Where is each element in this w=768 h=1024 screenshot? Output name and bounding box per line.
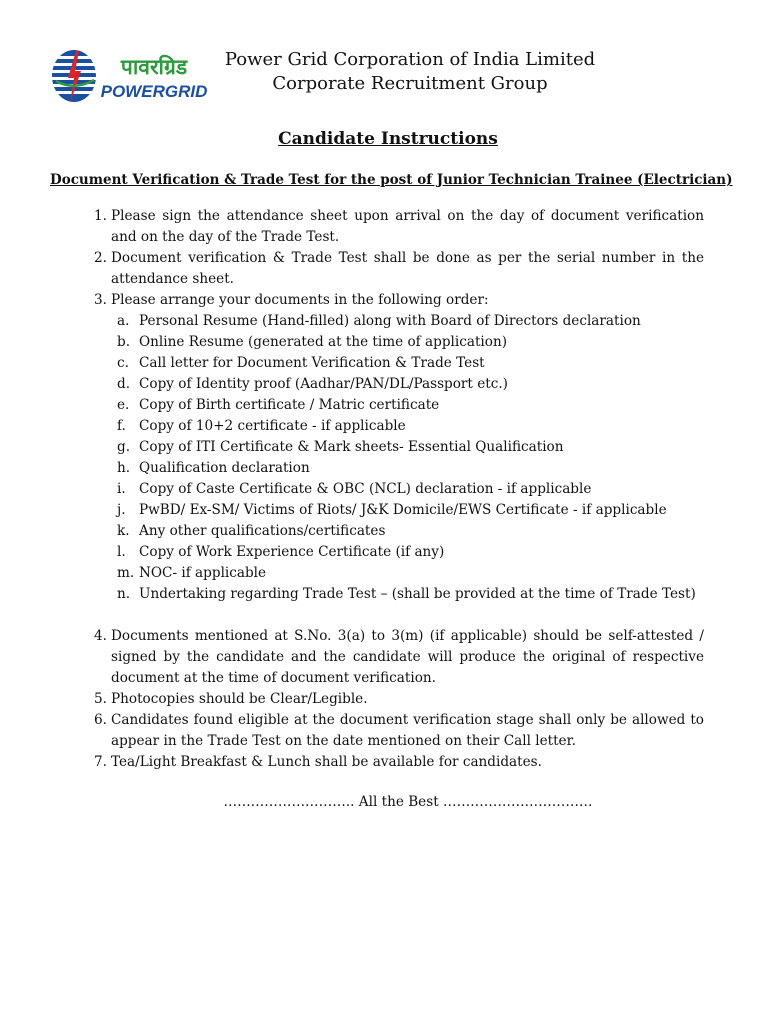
- department-name: Corporate Recruitment Group: [272, 73, 548, 94]
- item-letter: d.: [117, 376, 131, 392]
- organization-name: Power Grid Corporation of India Limited: [224, 49, 596, 70]
- item-letter: l.: [117, 544, 126, 560]
- document-order-item: [117, 584, 704, 605]
- document-order-item: [117, 374, 704, 395]
- instruction-number: 3.: [94, 292, 107, 308]
- instruction-text: Please sign the attendance sheet upon arrival on the day of document verification and on the day of the Trade Test.: [111, 208, 704, 245]
- instruction-number: 5.: [94, 691, 107, 707]
- document-order-item: [117, 500, 704, 521]
- document-title: Candidate Instructions: [278, 129, 498, 149]
- instruction-text: Photocopies should be Clear/Legible.: [111, 691, 368, 707]
- item-text: Online Resume (generated at the time of application): [139, 334, 508, 350]
- document-order-item: [117, 416, 704, 437]
- document-order-item: [117, 458, 704, 479]
- document-order-item: [117, 542, 704, 563]
- instruction-number: 6.: [94, 712, 107, 728]
- item-letter: e.: [117, 397, 130, 413]
- document-order-item: [117, 521, 704, 542]
- instruction-list: [94, 206, 704, 773]
- document-order-item: [117, 563, 704, 584]
- document-order-item: [117, 395, 704, 416]
- item-text: Copy of ITI Certificate & Mark sheets- Essential Qualification: [139, 439, 564, 455]
- document-order-item: [117, 311, 704, 332]
- instruction-number: 7.: [94, 754, 107, 770]
- item-text: NOC- if applicable: [139, 565, 267, 581]
- item-text: Copy of Identity proof (Aadhar/PAN/DL/Passport etc.): [139, 376, 508, 392]
- item-letter: h.: [117, 460, 131, 476]
- item-letter: m.: [117, 565, 135, 581]
- item-text: Qualification declaration: [139, 460, 310, 476]
- item-text: Copy of 10+2 certificate - if applicable: [139, 418, 406, 434]
- item-text: Personal Resume (Hand-filled) along with Board of Directors declaration: [139, 313, 641, 329]
- item-letter: f.: [117, 418, 126, 434]
- item-text: Copy of Birth certificate / Matric certificate: [139, 397, 440, 413]
- instruction-item: [94, 752, 704, 773]
- instruction-item: [94, 689, 704, 710]
- instruction-number: 1.: [94, 208, 107, 224]
- instruction-item: [94, 290, 704, 626]
- item-text: Undertaking regarding Trade Test – (shall be provided at the time of Trade Test): [139, 586, 696, 602]
- item-letter: n.: [117, 586, 131, 602]
- item-letter: j.: [117, 502, 126, 518]
- organization-header: [200, 48, 620, 96]
- document-order-item: [117, 479, 704, 500]
- instruction-text: Candidates found eligible at the document verification stage shall only be allowed to appear in the Trade Test on the date mentioned on their Call letter.: [111, 712, 704, 749]
- powergrid-logo: [50, 47, 214, 105]
- item-text: Copy of Caste Certificate & OBC (NCL) declaration - if applicable: [139, 481, 592, 497]
- item-letter: b.: [117, 334, 131, 350]
- logo-hindi-text: पावरग्रिड: [120, 55, 188, 79]
- logo-english-text: POWERGRID: [100, 82, 208, 101]
- document-order-list: [111, 311, 704, 605]
- document-order-item: [117, 353, 704, 374]
- instruction-number: 2.: [94, 250, 107, 266]
- item-text: Any other qualifications/certificates: [139, 523, 386, 539]
- item-letter: i.: [117, 481, 126, 497]
- item-text: PwBD/ Ex-SM/ Victims of Riots/ J&K Domicile/EWS Certificate - if applicable: [139, 502, 667, 518]
- document-order-item: [117, 332, 704, 353]
- item-letter: g.: [117, 439, 131, 455]
- document-order-item: [117, 437, 704, 458]
- instruction-text: Please arrange your documents in the following order:: [111, 292, 489, 308]
- instruction-text: Document verification & Trade Test shall be done as per the serial number in the attendance sheet.: [111, 250, 704, 287]
- spacer: [111, 605, 704, 626]
- instruction-number: 4.: [94, 628, 107, 644]
- closing-line: ……………………….. All the Best ……………………………: [223, 794, 593, 810]
- item-text: Copy of Work Experience Certificate (if any): [139, 544, 445, 560]
- item-letter: c.: [117, 355, 129, 371]
- item-text: Call letter for Document Verification & Trade Test: [139, 355, 485, 371]
- item-letter: a.: [117, 313, 130, 329]
- instruction-text: Documents mentioned at S.No. 3(a) to 3(m) (if applicable) should be self-attested / signed by the candidate and the candidate will produce the original of respective document at the time of document verification.: [111, 628, 704, 686]
- instruction-item: [94, 206, 704, 248]
- instruction-item: [94, 626, 704, 689]
- instruction-item: [94, 248, 704, 290]
- globe-emblem-icon: [52, 50, 96, 103]
- instruction-item: [94, 710, 704, 752]
- item-letter: k.: [117, 523, 130, 539]
- document-subtitle: Document Verification & Trade Test for the post of Junior Technician Trainee (Electrician): [50, 172, 733, 188]
- instruction-text: Tea/Light Breakfast & Lunch shall be available for candidates.: [111, 754, 542, 770]
